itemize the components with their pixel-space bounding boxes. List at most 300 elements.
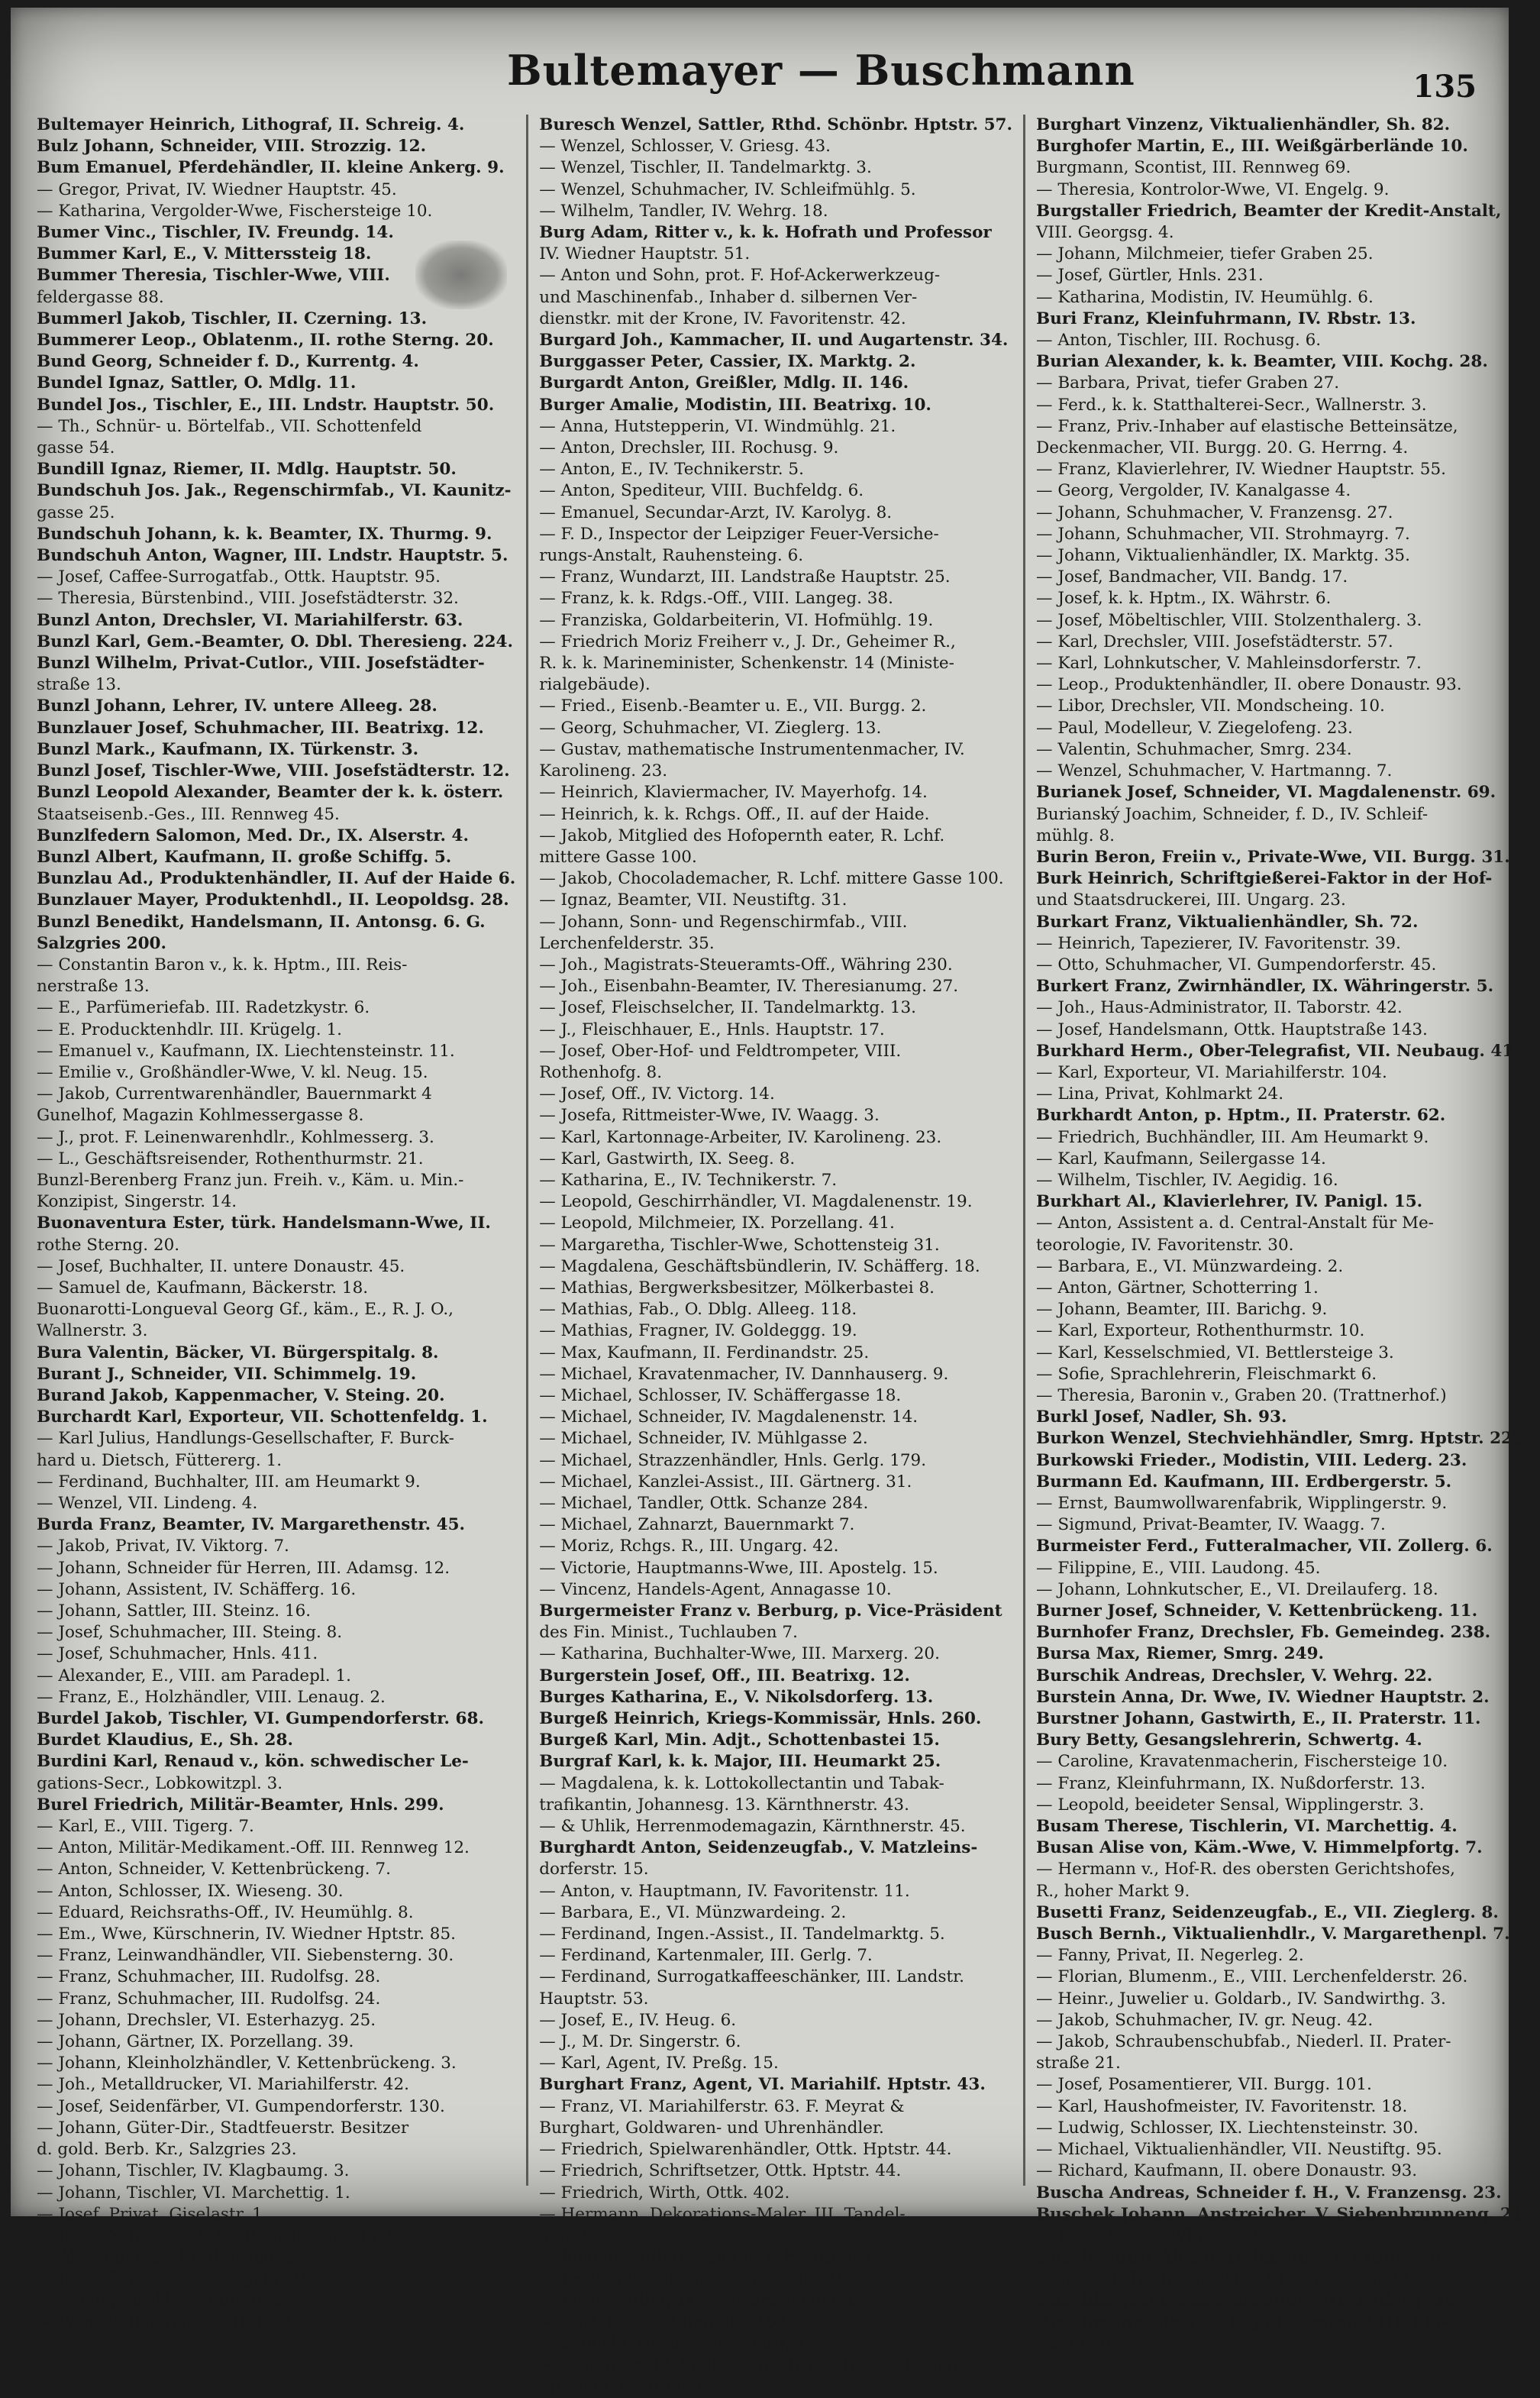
directory-entry: — Emanuel v., Kaufmann, IX. Liechtensteinstr. 11. [37, 1041, 455, 1061]
directory-entry: Hauptstr. 53. [539, 1989, 649, 2009]
directory-entry: — Josef, Schuhmacher, Hnls. 411. [37, 1644, 318, 1664]
directory-entry: straße 13. [37, 675, 121, 695]
directory-entry: — Eduard, Reichsraths-Off., IV. Heumühlg. 8. [37, 1902, 414, 1922]
directory-entry: — Anna, Hutstepperin, VI. Windmühlg. 21. [539, 416, 896, 436]
directory-entry: — E., Parfümeriefab. III. Radetzkystr. 6. [37, 998, 370, 1018]
directory-entry: Wallnerstr. 3. [37, 1321, 148, 1341]
directory-entry: — Josef, Caffee-Surrogatfab., Ottk. Hauptstr. 95. [37, 567, 441, 587]
directory-entry: — Anton, v. Hauptmann, IV. Favoritenstr. 11. [539, 1881, 910, 1901]
directory-entry: rungs-Anstalt, Rauhensteing. 6. [539, 546, 804, 566]
directory-entry: — Ignaz, Beamter, VII. Neustiftg. 31. [539, 890, 847, 910]
directory-entry: Buonaventura Ester, türk. Handelsmann-Wwe, II. [37, 1214, 491, 1233]
directory-entry: — Michael, Schlosser, IV. Schäffergasse 18. [539, 1385, 902, 1405]
directory-entry: — Anton, Schlosser, IX. Wieseng. 30. [37, 1881, 344, 1901]
directory-entry: — Karl, Kesselschmied, VI. Bettlersteige 3. [1036, 1343, 1394, 1362]
directory-entry: — Michael, Schneider, IV. Magdalenenstr. 14. [539, 1407, 919, 1427]
directory-entry: dorferstr. 15. [539, 1860, 649, 1879]
directory-entry: — Karl, Exporteur, Rothenthurmstr. 10. [1036, 1321, 1365, 1341]
directory-entry: — Jakob, Schuhmacher, IV. gr. Neug. 42. [1036, 2010, 1374, 2030]
directory-entry: — Friedrich, Buchhändler, III. Am Heumarkt 9. [1036, 1127, 1429, 1147]
directory-entry: — Anton, E., IV. Technikerstr. 5. [539, 460, 804, 480]
directory-entry: — Wenzel, Baumeister, Hnls. 25. [37, 2312, 308, 2332]
directory-entry: — Michael, Zahnarzt, Bauernmarkt 7. [539, 1515, 855, 1535]
directory-entry: — Leopold, Gärtner, E., Smrg. 153. [539, 2333, 832, 2353]
directory-entry: Bunzl Leopold Alexander, Beamter der k. k. österr. [37, 783, 504, 803]
directory-entry: Busam Therese, Tischlerin, VI. Marchettig. 4. [1036, 1817, 1458, 1837]
directory-entry: — Josef, Bandmacher, VII. Bandg. 17. [1036, 567, 1348, 587]
directory-entry: Karolineng. 23. [539, 761, 668, 781]
directory-entry: — Ferdinand, Surrogatkaffeeschänker, III. Landstr. [539, 1967, 964, 1987]
directory-entry: — Franz, VI. Mariahilferstr. 63. F. Meyrat & [539, 2096, 905, 2116]
directory-entry: — Joh., Magistrats-Steueramts-Off., Währing 230. [539, 955, 953, 974]
directory-entry: Bunzlauer Mayer, Produktenhdl., II. Leopoldsg. 28. [37, 890, 509, 910]
directory-entry: — Ernst, Baumwollwarenfabrik, Wipplingerstr. 9. [1036, 1494, 1448, 1513]
directory-entry: nerstraße 13. [37, 977, 150, 997]
directory-entry: — Johann, Drechsler, VI. Esterhazyg. 25. [37, 2010, 376, 2030]
directory-entry: Bunzlauer Josef, Schuhmacher, III. Beatrixg. 12. [37, 718, 484, 738]
directory-entry: Burian Alexander, k. k. Beamter, VIII. Kochg. 28. [1036, 352, 1488, 372]
directory-entry: — Alexander, E., Rthd. Neug. 29. [37, 2248, 312, 2267]
directory-entry: Burger Amalie, Modistin, III. Beatrixg. 10. [539, 395, 931, 415]
directory-entry: — Franz, Kleinfuhrmann, IX. Nußdorferstr. 13. [1036, 1773, 1425, 1793]
directory-entry: — Josef, Fleischselcher, II. Tandelmarktg. 13. [539, 998, 916, 1018]
directory-entry: Burgeß Karl, Min. Adjt., Schottenbastei 15. [539, 1731, 940, 1750]
directory-entry: Bunzl Anton, Drechsler, VI. Mariahilferstr. 63. [37, 610, 463, 630]
directory-entry: — Anton, Drechsler, III. Rochusg. 9. [539, 438, 839, 458]
directory-entry: — Josef, Sattler, IX. Schwarzspanierstr. 3. [539, 2290, 886, 2310]
directory-entry: — Ludwig, Schlosser, IX. Liechtensteinstr. 30. [1036, 2118, 1419, 2138]
directory-entry: — Johann, Viktualienhändler, IX. Marktg. 35. [1036, 546, 1410, 566]
directory-entry: — E. Producktenhdlr. III. Krügelg. 1. [37, 1020, 342, 1039]
directory-entry: Burianský Joachim, Schneider, f. D., IV. Schleif- [1036, 804, 1429, 824]
directory-entry: — Victorie, Hauptmanns-Wwe, III. Apostelg. 15. [539, 1558, 938, 1578]
directory-entry: — Karl, Haushofmeister, IV. Favoritenstr. 18. [1036, 2096, 1408, 2116]
directory-entry: — Friedrich Moriz Freiherr v., J. Dr., Geheimer R., [539, 632, 956, 651]
directory-entry: — Katharina, Modistin, IV. Heumühlg. 6. [1036, 287, 1374, 307]
directory-entry: — Karl, Lohnkutscher, V. Mahleinsdorferstr. 7. [1036, 654, 1422, 674]
directory-entry: Burkhardt Anton, p. Hptm., II. Praterstr. 62. [1036, 1106, 1446, 1126]
directory-entry: Bunzl Wilhelm, Privat-Cutlor., VIII. Josefstädter- [37, 654, 485, 674]
directory-entry: Burg Adam, Ritter v., k. k. Hofrath und Professor [539, 223, 992, 243]
directory-columns [26, 115, 1530, 2396]
directory-entry: Burkart Franz, Viktualienhändler, Sh. 72. [1036, 912, 1419, 932]
directory-entry: — Katharina, E., IV. Technikerstr. 7. [539, 1170, 838, 1190]
page-number: 135 [1412, 69, 1477, 105]
directory-entry: — Barbara, Privat, tiefer Graben 27. [1036, 373, 1340, 393]
directory-entry: — Constantin Baron v., k. k. Hptm., III. Reis- [37, 955, 408, 974]
directory-entry: — Richard, Kaufmann, II. obere Donaustr. 93. [1036, 2161, 1418, 2181]
directory-entry: Bundschuh Johann, k. k. Beamter, IX. Thurmg. 9. [37, 524, 492, 544]
directory-entry: Burghofer Martin, E., III. Weißgärberlände 10. [1036, 137, 1468, 157]
directory-entry: — Paul, Modelleur, V. Ziegelofeng. 23. [1036, 718, 1353, 738]
directory-entry: — Hermann v., Hof-R. des obersten Gerichtshofes, [1036, 1860, 1456, 1879]
directory-entry: — J., prot. F. Leinenwarenhdlr., Kohlmesserg. 3. [37, 1127, 434, 1147]
directory-entry: — Vincenz, Handels-Agent, Annagasse 10. [539, 1579, 892, 1599]
directory-entry: — Josef, Schuhmacher, III. Steing. 8. [37, 1623, 343, 1643]
directory-entry: — Otto, Schuhmacher, VI. Gumpendorferstr. 45. [1036, 955, 1437, 974]
directory-entry: — Th., Schnür- u. Börtelfab., VII. Schottenfeld [37, 416, 422, 436]
directory-entry: — Joh., Haus-Administrator, II. Taborstr. 42. [1036, 998, 1403, 1018]
directory-entry: — Michael, Strazzenhändler, Hnls. Gerlg. 179. [539, 1450, 927, 1470]
directory-entry: straße 21. [1036, 2054, 1121, 2073]
directory-entry: Buresch Wenzel, Sattler, Rthd. Schönbr. Hptstr. 57. [539, 115, 1012, 134]
directory-entry: — J., M. Dr. Singerstr. 6. [539, 2032, 741, 2052]
directory-entry: Staatseisenb.-Ges., III. Rennweg 45. [37, 804, 340, 824]
directory-entry: — Karl, Exporteur, VI. Mariahilferstr. 104. [1036, 1062, 1387, 1082]
directory-entry: — Theresia, Kontrolor-Wwe, VI. Engelg. 9. [1036, 179, 1390, 199]
directory-entry: — Georg, Vergolder, IV. Kanalgasse 4. [1036, 481, 1351, 501]
directory-entry: gasse 25. [37, 503, 115, 522]
directory-entry: Buschek Johann, Anstreicher, V. Siebenbrunneng. 21. [1036, 2204, 1529, 2224]
directory-entry: — Mathias, Bergwerksbesitzer, Mölkerbastei 8. [539, 1278, 935, 1298]
directory-entry: — Moriz, Rchgs. R., III. Ungarg. 42. [539, 1537, 839, 1556]
directory-entry: — Johann, Sonn- und Regenschirmfab., VIII. [539, 912, 908, 932]
directory-entry: Burk Heinrich, Schriftgießerei-Faktor in der Hof- [1036, 869, 1493, 889]
directory-entry: — Johann, Schuhmacher, VII. Strohmayrg. 7. [1036, 524, 1410, 544]
directory-entry: Rothenhofg. 8. [539, 1062, 663, 1082]
directory-entry: Burchardt Karl, Exporteur, VII. Schottenfeldg. 1. [37, 1407, 488, 1427]
directory-entry: Burdet Klaudius, E., Sh. 28. [37, 1731, 293, 1750]
directory-entry: IV. Wiedner Hauptstr. 51. [539, 244, 751, 264]
directory-entry: — Franz, Wundarzt, III. Landstraße Hauptstr. 25. [539, 567, 951, 587]
directory-entry: — Johann, Militärbeamter, V. Franzensg. 23. [539, 2248, 908, 2267]
directory-entry: — Joh., Eisenbahn-Beamter, IV. Theresianumg. 27. [539, 977, 959, 997]
directory-entry: — Heinrich, Klaviermacher, IV. Mayerhofg. 14. [539, 783, 928, 803]
directory-entry: — Johann, Tischler, IV. Klagbaumg. 3. [37, 2161, 350, 2181]
directory-entry: — Friedrich, Spielwarenhändler, Ottk. Hptstr. 44. [539, 2140, 952, 2160]
directory-entry: Bund Georg, Schneider f. D., Kurrentg. 4. [37, 352, 419, 372]
directory-entry: R. k. k. Marineminister, Schenkenstr. 14 (Ministe- [539, 654, 954, 674]
directory-entry: — Josef, Handelsmann, Ottk. Hauptstraße 143. [1036, 1020, 1428, 1039]
directory-entry: — Franz, E., Holzhändler, VIII. Lenaug. 2. [37, 1687, 386, 1707]
directory-entry: — Josefa, Rittmeister-Wwe, IV. Waagg. 3. [539, 1106, 880, 1126]
directory-entry: dienstkr. mit der Krone, IV. Favoritenstr. 42. [539, 309, 906, 328]
directory-entry: — Anton, Schneider, V. Kettenbrückeng. 7. [37, 1860, 391, 1879]
directory-entry: Bunzlfedern Salomon, Med. Dr., IX. Alserstr. 4. [37, 826, 469, 845]
directory-entry: — Barbara, E., VI. Münzwardeing. 2. [539, 1902, 847, 1922]
directory-entry: Bummerer Leop., Oblatenm., II. rothe Sterng. 20. [37, 331, 494, 351]
directory-entry: d. gold. Berb. Kr., Salzgries 23. [37, 2140, 297, 2160]
directory-entry: Bunzl Johann, Lehrer, IV. untere Alleeg. 28. [37, 696, 437, 716]
directory-entry: — Johann, Gärtner, IX. Porzellang. 39. [37, 2032, 354, 2052]
directory-entry: feldergasse 88. [37, 287, 164, 307]
column-1 [26, 115, 528, 2332]
directory-entry: Bultemayer Heinrich, Lithograf, II. Schreig. 4. [37, 115, 465, 134]
directory-entry: — Anton, Assistent a. d. Central-Anstalt für Me- [1036, 1214, 1434, 1233]
directory-entry: Bury Betty, Gesangslehrerin, Schwertg. 4. [1036, 1731, 1422, 1750]
directory-entry: Bummerl Jakob, Tischler, II. Czerning. 13. [37, 309, 428, 328]
directory-entry: — Filippine, E., VIII. Laudong. 45. [1036, 1558, 1321, 1578]
directory-entry: — Anton und Sohn, prot. F. Hof-Ackerwerkzeug- [539, 266, 941, 286]
directory-entry: Burschik Andreas, Drechsler, V. Wehrg. 22. [1036, 1666, 1433, 1685]
directory-entry: — J., Fleischhauer, E., Hnls. Hauptstr. 17. [539, 1020, 885, 1039]
directory-entry: — Josef, Möbeltischler, VIII. Stolzenthalerg. 3. [1036, 610, 1422, 630]
directory-entry: Burgerstein Josef, Off., III. Beatrixg. 12. [539, 1666, 910, 1685]
directory-entry: Burgstaller Friedrich, Beamter der Kredit-Anstalt, [1036, 201, 1502, 221]
directory-entry: Busan Alise von, Käm.-Wwe, V. Himmelpfortg. 7. [1036, 1838, 1483, 1858]
directory-entry: Buschendorf Alosia, Hebamme, V. Frong. 20. [1036, 2248, 1448, 2267]
directory-entry: mittere Gasse 100. [539, 847, 697, 867]
directory-entry: — Michael, Kanzlei-Assist., III. Gärtnerg. 31. [539, 1472, 912, 1491]
directory-entry: — Magdalena, k. k. Lottokollectantin und Tabak- [539, 1773, 944, 1793]
directory-entry: — Fried., Eisenb.-Beamter u. E., VII. Burgg. 2. [539, 696, 927, 716]
directory-entry: — L., Geschäftsreisender, Rothenthurmstr. 21. [37, 1149, 424, 1168]
directory-entry: Bundel Ignaz, Sattler, O. Mdlg. 11. [37, 373, 357, 393]
directory-entry: Bum Emanuel, Pferdehändler, II. kleine Ankerg. 9. [37, 158, 505, 178]
directory-entry: Bulz Johann, Schneider, VIII. Strozzig. 12. [37, 137, 427, 157]
directory-entry: Burghart Vinzenz, Viktualienhändler, Sh. 82. [1036, 115, 1451, 134]
directory-entry: — Michael, Schneider, IV. Mühlgasse 2. [539, 1429, 868, 1449]
directory-entry: — Josef, Seidenfärber, VI. Gumpendorferstr. 130. [37, 2096, 445, 2116]
directory-entry: Bunzl Karl, Gem.-Beamter, O. Dbl. Theresieng. 224. [37, 632, 513, 651]
directory-entry: — Karl, Agent, IV. Preßg. 15. [539, 2054, 779, 2073]
directory-entry: — Michael, Kravatenmacher, IV. Dannhauserg. 9. [539, 1364, 949, 1384]
directory-entry: Bunzl Benedikt, Handelsmann, II. Antonsg. 6. G. [37, 912, 486, 932]
directory-entry: Burkl Josef, Nadler, Sh. 93. [1036, 1407, 1287, 1427]
directory-entry: Burand Jakob, Kappenmacher, V. Steing. 20. [37, 1385, 445, 1405]
directory-entry: — Hermann, Dekorations-Maler, III. Tandel- [539, 2204, 906, 2224]
directory-entry: — Jakob, Privat, IV. Viktorg. 7. [37, 1537, 289, 1556]
directory-entry: — v. Sumiswald, Sofie, Lehrerin der französischen [539, 2355, 958, 2375]
directory-entry: — Heinrich, Tapezierer, IV. Favoritenstr. 39. [1036, 933, 1401, 953]
directory-entry: — Ferdinand, Ingen.-Assist., II. Tandelmarktg. 5. [539, 1925, 945, 1944]
directory-entry: Busch Bernh., Viktualienhdlr., V. Margarethenpl. 7. [1036, 1925, 1510, 1944]
directory-entry: — Katharina, Buchhalter-Wwe, III. Marxerg. 20. [539, 1644, 940, 1664]
directory-entry: — Wenzel, Tischler, II. Tandelmarktg. 3. [539, 158, 872, 178]
directory-entry: — Lina, Privat, Kohlmarkt 24. [1036, 1084, 1284, 1104]
directory-entry: — Wenzel, Schlosser, V. Griesg. 43. [539, 137, 831, 157]
directory-entry: trafikantin, Johannesg. 13. Kärnthnerstr. 43. [539, 1795, 909, 1815]
directory-entry: — Theresia, Bürstenbind., VIII. Josefstädterstr. 32. [37, 589, 459, 609]
directory-entry: Burgardt Anton, Greißler, Mdlg. II. 146. [539, 373, 909, 393]
directory-entry: — Michael, Viktualienhändler, VII. Neustiftg. 95. [1036, 2140, 1442, 2160]
directory-entry: Bursa Max, Riemer, Smrg. 249. [1036, 1644, 1325, 1664]
directory-entry: Buonarotti-Longueval Georg Gf., käm., E., R. J. O., [37, 1300, 454, 1320]
directory-entry: Busetti Franz, Seidenzeugfab., E., VII. Zieglerg. 8. [1036, 1902, 1499, 1922]
directory-entry: — Franz, k. k. Rdgs.-Off., VIII. Langeg. 38. [539, 589, 893, 609]
directory-entry: — Karl, Gastwirth, IX. Seeg. 8. [539, 1149, 796, 1168]
directory-entry: Burgermeister Franz v. Berburg, p. Vice-Präsident [539, 1601, 1002, 1621]
directory-entry: — Josef, Posamentierer, VII. Burgg. 101. [1036, 2075, 1372, 2095]
directory-entry: — Heinrich, k. k. Rchgs. Off., II. auf der Haide. [539, 804, 930, 824]
directory-entry: des Fin. Minist., Tuchlauben 7. [539, 1623, 798, 1643]
page-header [11, 31, 1509, 115]
directory-entry: — Margaretha, Tischler-Wwe, Schottensteig 31. [539, 1235, 940, 1255]
directory-entry: — Anton, Militär-Medikament.-Off. III. Rennweg 12. [37, 1838, 470, 1858]
directory-entry: — Leop., Produktenhändler, II. obere Donaustr. 93. [1036, 675, 1462, 695]
directory-entry: — Leopold, beeideter Sensal, Wipplingerstr. 3. [1036, 1795, 1425, 1815]
directory-entry: — Josef, Seidenhändler, Spiegelg. 21. [539, 2269, 851, 2289]
directory-entry: — Mathias, Fab., O. Dblg. Alleeg. 118. [539, 1300, 857, 1320]
directory-entry: Burgmann, Scontist, III. Rennweg 69. [1036, 158, 1351, 178]
directory-entry: Burnhofer Franz, Drechsler, Fb. Gemeindeg. 238. [1036, 1623, 1491, 1643]
directory-entry: — Magdalena, Geschäftsbündlerin, IV. Schäfferg. 18. [539, 1256, 980, 1276]
directory-entry: — Karl, E., VIII. Tigerg. 7. [37, 1817, 254, 1837]
directory-entry: Burghart Franz, Agent, VI. Mariahilf. Hptstr. 43. [539, 2075, 986, 2095]
directory-entry: — Josef, Schneider f. H., II. große Sperlg. 8. [37, 2225, 404, 2245]
directory-entry: — Libor, Drechsler, VII. Mondscheing. 10. [1036, 696, 1385, 716]
directory-entry: Burghart, Goldwaren- und Uhrenhändler. [539, 2118, 884, 2138]
directory-entry: Burgraf Karl, k. k. Major, III. Heumarkt 25. [539, 1752, 941, 1772]
directory-entry: Burmeister Ferd., Futteralmacher, VII. Zollerg. 6. [1036, 1537, 1493, 1556]
directory-entry: — Simon, Tischler, Mdlg. II. 273. [37, 2290, 311, 2310]
directory-entry: — Johann, Sattler, III. Steinz. 16. [37, 1601, 312, 1621]
directory-entry: — Ferd., k. k. Statthalterei-Secr., Wallnerstr. 3. [1036, 395, 1427, 415]
directory-entry: — Josef, E., IV. Heug. 6. [539, 2010, 737, 2030]
directory-entry: Salzgries 200. [37, 933, 166, 953]
directory-entry: Burin Beron, Freiin v., Private-Wwe, VII. Burgg. 31. [1036, 847, 1510, 867]
directory-entry: R., hoher Markt 9. [1036, 1881, 1190, 1901]
directory-entry: Bunzl-Berenberg Franz jun. Freih. v., Käm. u. Min.- [37, 1170, 464, 1190]
directory-entry: — Josef, Tapezierer, Spiegelg. 21. [37, 2269, 316, 2289]
running-title: Bultemayer — Buschmann [507, 46, 1135, 95]
directory-entry: Konzipist, Singerstr. 14. [37, 1192, 237, 1212]
directory-entry: — Ferdinand, Kartenmaler, III. Gerlg. 7. [539, 1946, 873, 1966]
directory-entry: Burel Friedrich, Militär-Beamter, Hnls. 299. [37, 1795, 444, 1815]
directory-entry: gasse 54. [37, 438, 115, 458]
directory-entry: und Staatsdruckerei, III. Ungarg. 23. [1036, 890, 1346, 910]
directory-entry: — Caroline, Kravatenmacherin, Fischersteige 10. [1036, 1752, 1448, 1772]
directory-entry: — Wenzel, VII. Lindeng. 4. [37, 1494, 258, 1513]
directory-entry: marktg. 5. [539, 2225, 626, 2245]
directory-entry: Burmann Ed. Kaufmann, III. Erdbergerstr. 5. [1036, 1472, 1452, 1491]
directory-entry: — & Uhlik, Herrenmodemagazin, Kärnthnerstr. 45. [539, 1817, 966, 1837]
directory-entry: Buschke Josef, Silberarbeiter, VII. Zollerg. 35. [1036, 2290, 1462, 2310]
directory-entry: — Jakob, Schraubenschubfab., Niederl. II. Prater- [1036, 2032, 1451, 2052]
directory-entry: — Johann, Milchmeier, tiefer Graben 25. [1036, 244, 1374, 264]
directory-entry: Bundill Ignaz, Riemer, II. Mdlg. Hauptstr. 50. [37, 460, 457, 480]
directory-entry: — Alexander, E., VIII. am Paradepl. 1. [37, 1666, 351, 1685]
directory-entry: Bunzl Josef, Tischler-Wwe, VIII. Josefstädterstr. 12. [37, 761, 510, 781]
directory-entry: — Leopold, Milchmeier, IX. Porzellang. 41. [539, 1214, 895, 1233]
directory-entry: Bummer Karl, E., V. Mitterssteig 18. [37, 244, 372, 264]
directory-entry: Burgard Joh., Kammacher, II. und Augartenstr. 34. [539, 331, 1009, 351]
directory-entry: Buscha Andreas, Schneider f. H., V. Franzensg. 23. [1036, 2183, 1502, 2202]
directory-entry: Burges Katharina, E., V. Nikolsdorferg. 13. [539, 1687, 934, 1707]
directory-entry: — Friedrich, Wirth, Ottk. 402. [539, 2183, 790, 2202]
directory-entry: — Jakob, Currentwarenhändler, Bauernmarkt 4 [37, 1084, 432, 1104]
directory-entry: — Franz, Klavierlehrer, IV. Wiedner Hauptstr. 55. [1036, 460, 1446, 480]
directory-entry: — Johann, Lohnkutscher, E., VI. Dreilauferg. 18. [1036, 1579, 1438, 1599]
directory-entry: — Jakob, Chocolademacher, R. Lchf. mittere Gasse 100. [539, 869, 1004, 889]
directory-entry: — Franz, Leinwandhändler, VII. Siebensterng. 30. [37, 1946, 454, 1966]
directory-entry: — Franziska, Goldarbeiterin, VI. Hofmühlg. 19. [539, 610, 934, 630]
directory-entry: — Johann, Schneider für Herren, III. Adamsg. 12. [37, 1558, 450, 1578]
directory-entry: Buschmann Alois, k. k. p. Beamter, VIII. Flo- [1036, 2312, 1448, 2332]
directory-entry: Bunzl Albert, Kaufmann, II. große Schiffg. 5. [37, 847, 452, 867]
directory-entry: — Josef, Buchhalter, II. untere Donaustr. 45. [37, 1256, 405, 1276]
directory-entry: — Emilie v., Großhändler-Wwe, V. kl. Neug. 15. [37, 1062, 428, 1082]
directory-entry: — Em., Wwe, Kürschnerin, IV. Wiedner Hptstr. 85. [37, 1925, 456, 1944]
directory-entry: Burner Josef, Schneider, V. Kettenbrückeng. 11. [1036, 1601, 1478, 1621]
directory-entry: — Johann, Tischler, VI. Marchettig. 1. [37, 2183, 350, 2202]
directory-entry: teorologie, IV. Favoritenstr. 30. [1036, 1235, 1294, 1255]
directory-entry: und Maschinenfab., Inhaber d. silbernen Ver- [539, 287, 918, 307]
directory-page [11, 8, 1530, 2396]
column-2 [528, 115, 1025, 2396]
directory-entry: — Samuel de, Kaufmann, Bäckerstr. 18. [37, 1278, 369, 1298]
directory-entry: — Josef, Ober-Hof- und Feldtrompeter, VIII. [539, 1041, 902, 1061]
directory-entry: — Michael, Tandler, Ottk. Schanze 284. [539, 1494, 869, 1513]
directory-entry: mühlg. 8. [1036, 826, 1115, 845]
directory-entry: Bunzlau Ad., Produktenhändler, II. Auf der Haide 6. [37, 869, 516, 889]
directory-entry: — Emanuel, Secundar-Arzt, IV. Karolyg. 8. [539, 503, 893, 522]
directory-entry: Burgeß Heinrich, Kriegs-Kommissär, Hnls. 260. [539, 1709, 982, 1729]
directory-entry: Burkhard Herm., Ober-Telegrafist, VII. Neubaug. 41. [1036, 1041, 1519, 1061]
directory-entry: — Georg, Schuhmacher, VI. Zieglerg. 13. [539, 718, 882, 738]
directory-entry: Burstner Johann, Gastwirth, E., II. Praterstr. 11. [1036, 1709, 1481, 1729]
directory-entry: — Karl, Drechsler, VIII. Josefstädterstr. 57. [1036, 632, 1393, 651]
directory-entry: — Anton, Spediteur, VIII. Buchfeldg. 6. [539, 481, 864, 501]
directory-entry: — Anton, Gärtner, Schotterring 1. [1036, 1278, 1319, 1298]
directory-entry: — Wenzel, Schuhmacher, V. Hartmanng. 7. [1036, 761, 1393, 781]
directory-entry: — Gustav, mathematische Instrumentenmacher, IV. [539, 739, 965, 759]
directory-entry: — Sofie, Sprachlehrerin, Fleischmarkt 6. [1036, 1364, 1377, 1384]
directory-entry: rialgebäude). [539, 675, 651, 695]
directory-entry: Buri Franz, Kleinfuhrmann, IV. Rbstr. 13. [1036, 309, 1416, 328]
directory-entry: hard u. Dietsch, Füttererg. 1. [37, 1450, 282, 1470]
directory-entry: Bundschuh Jos. Jak., Regenschirmfab., VI. Kaunitz- [37, 481, 512, 501]
directory-entry: — Fanny, Privat, II. Negerleg. 2. [1036, 1946, 1304, 1966]
directory-entry: — Barbara, E., VI. Münzwardeing. 2. [1036, 1256, 1344, 1276]
directory-entry: gations-Secr., Lobkowitzpl. 3. [37, 1773, 283, 1793]
directory-entry: — Joh., Metalldrucker, VI. Mariahilferstr. 42. [37, 2075, 409, 2095]
directory-entry: Burianek Josef, Schneider, VI. Magdalenenstr. 69. [1036, 783, 1496, 803]
directory-entry: — Leopold, Geschirrhändler, VI. Magdalenenstr. 19. [539, 1192, 973, 1212]
directory-entry: Bumer Vinc., Tischler, IV. Freundg. 14. [37, 223, 394, 243]
directory-entry: — Johann, Assistent, IV. Schäfferg. 16. [37, 1579, 357, 1599]
directory-entry: — Heinr., Juwelier u. Goldarb., IV. Sandwirthg. 3. [1036, 1989, 1446, 2009]
directory-entry: Deckenmacher, VII. Burgg. 20. G. Herrng. 4. [1036, 438, 1409, 458]
directory-entry: — F. D., Inspector der Leipziger Feuer-Versiche- [539, 524, 939, 544]
directory-entry: rothe Sterng. 20. [37, 1235, 180, 1255]
directory-entry: — Johann, Güter-Dir., Stadtfeuerstr. Besitzer [37, 2118, 409, 2138]
directory-entry: — Josef, Gürtler, Hnls. 231. [1036, 266, 1264, 286]
directory-entry: — Josef, Off., IV. Victorg. 14. [539, 1084, 775, 1104]
directory-entry: — Wilhelm, Tischler, IV. Aegidig. 16. [1036, 1170, 1338, 1190]
directory-entry: — Friedrich, Schriftsetzer, Ottk. Hptstr. 44. [539, 2161, 902, 2181]
directory-entry: — Valentin, Schuhmacher, Smrg. 234. [1036, 739, 1352, 759]
directory-entry: Burant J., Schneider, VII. Schimmelg. 19. [37, 1364, 417, 1384]
directory-entry: Gunelhof, Magazin Kohlmessergasse 8. [37, 1106, 364, 1126]
directory-entry: — Karl Julius, Handlungs-Gesellschafter, F. Burck- [37, 1429, 454, 1449]
directory-entry: Lerchenfelderstr. 35. [539, 933, 715, 953]
directory-entry: Burkowski Frieder., Modistin, VIII. Lederg. 23. [1036, 1450, 1467, 1470]
directory-entry: Sprache, Kärnthnerstr. 5. [539, 2377, 752, 2396]
directory-entry: — Sigmund, Privat-Beamter, IV. Waagg. 7. [1036, 1515, 1386, 1535]
directory-entry: — Wenzel, Tischlermeister, VI. Stumperg. 32. [1036, 2269, 1415, 2289]
directory-entry: — Josef, k. k. Hptm., IX. Währstr. 6. [1036, 589, 1332, 609]
directory-entry: Burdel Jakob, Tischler, VI. Gumpendorferstr. 68. [37, 1709, 484, 1729]
directory-entry: — Josef, Weber, Whrg. 133. [1036, 2225, 1264, 2245]
directory-entry: Bundel Jos., Tischler, E., III. Lndstr. Hauptstr. 50. [37, 395, 495, 415]
directory-entry: Bunzl Mark., Kaufmann, IX. Türkenstr. 3. [37, 739, 419, 759]
directory-entry: — Gregor, Privat, IV. Wiedner Hauptstr. 45. [37, 179, 397, 199]
directory-entry: — Karl, E., VI. Hofmühlg. 104. [539, 2312, 793, 2332]
directory-entry: — Mathias, Fragner, IV. Goldeggg. 19. [539, 1321, 857, 1341]
directory-entry: — Johann, Beamter, III. Barichg. 9. [1036, 1300, 1328, 1320]
directory-entry: Burkon Wenzel, Stechviehhändler, Smrg. Hptstr. 225. [1036, 1429, 1530, 1449]
directory-entry: rianig. 48. [1036, 2333, 1122, 2353]
directory-entry: — Karl, Kartonnage-Arbeiter, IV. Karolineng. 23. [539, 1127, 942, 1147]
directory-entry: — Johann, Schuhmacher, V. Franzensg. 27. [1036, 503, 1393, 522]
directory-entry: Burggasser Peter, Cassier, IX. Marktg. 2. [539, 352, 916, 372]
directory-entry: — Josef, Privat, Giselastr. 1. [37, 2204, 268, 2224]
directory-entry: Burkert Franz, Zwirnhändler, IX. Währingerstr. 5. [1036, 977, 1494, 997]
directory-entry: Bundschuh Anton, Wagner, III. Lndstr. Hauptstr. 5. [37, 546, 508, 566]
directory-entry: — Katharina, Vergolder-Wwe, Fischersteige 10. [37, 201, 433, 221]
directory-entry: — Franz, Priv.-Inhaber auf elastische Betteinsätze, [1036, 416, 1458, 436]
